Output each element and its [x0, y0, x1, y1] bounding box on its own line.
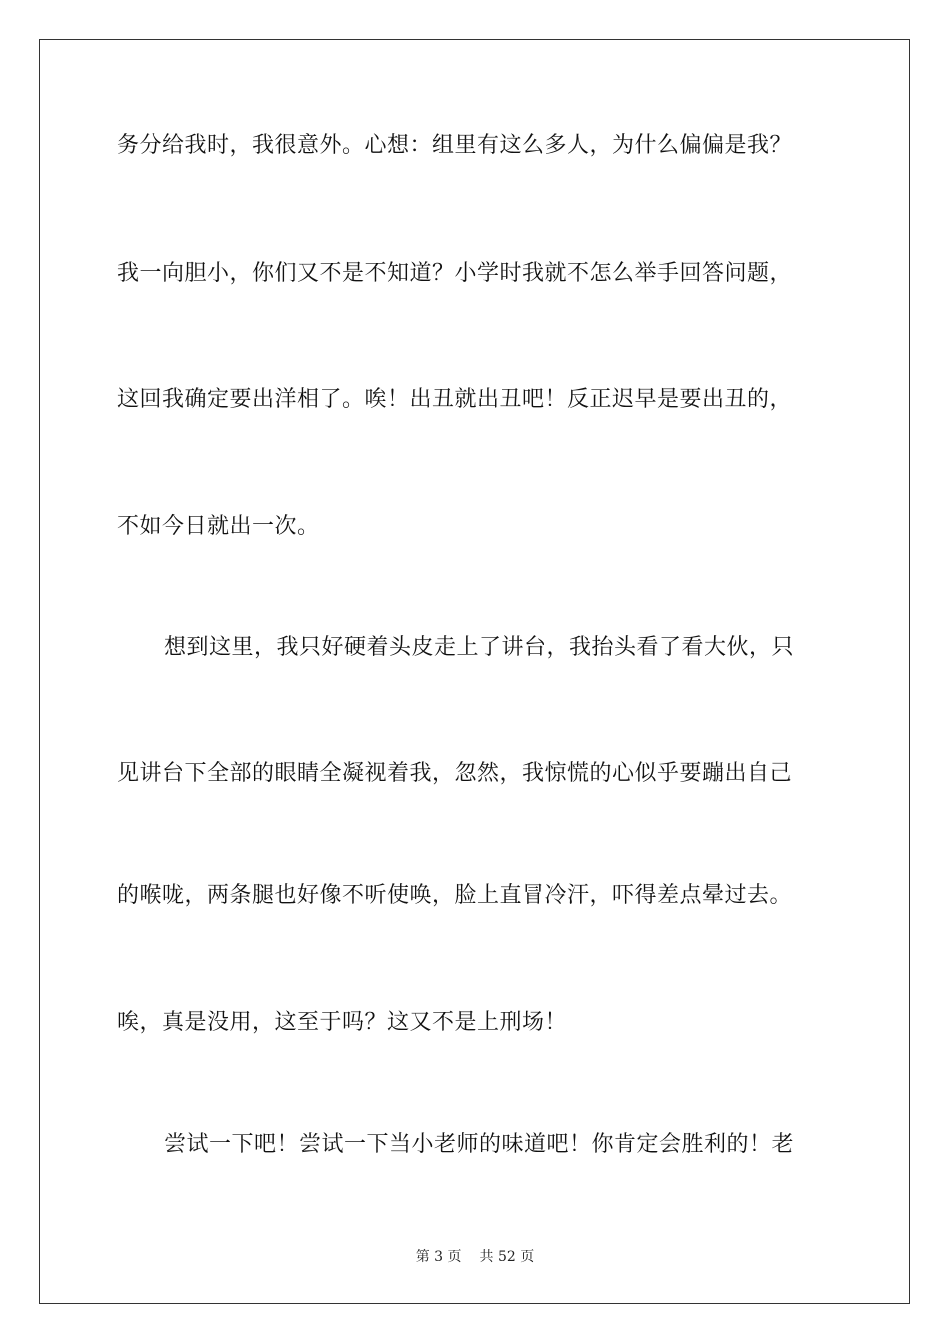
page-total: 共 52 页: [479, 1249, 535, 1265]
text-line: 不如今日就出一次。: [117, 514, 320, 539]
paragraph-start-line: 想到这里，我只好硬着头皮走上了讲台，我抬头看了看大伙，只: [164, 635, 795, 660]
page-border: [39, 39, 910, 1304]
text-line: 见讲台下全部的眼睛全凝视着我，忽然，我惊慌的心似乎要蹦出自己: [117, 761, 793, 786]
text-line: 唉，真是没用，这至于吗？这又不是上刑场！: [117, 1010, 568, 1035]
paragraph-start-line: 尝试一下吧！尝试一下当小老师的味道吧！你肯定会胜利的！老: [164, 1132, 795, 1157]
text-line: 这回我确定要出洋相了。唉！出丑就出丑吧！反正迟早是要出丑的，: [117, 387, 793, 412]
text-line: 的喉咙，两条腿也好像不听使唤，脸上直冒冷汗，吓得差点晕过去。: [117, 883, 793, 908]
text-line: 务分给我时，我很意外。心想：组里有这么多人，为什么偏偏是我？: [117, 133, 793, 158]
page-number: 第 3 页: [415, 1249, 462, 1265]
text-line: 我一向胆小，你们又不是不知道？小学时我就不怎么举手回答问题，: [117, 261, 793, 286]
page-footer: [0, 1247, 950, 1267]
